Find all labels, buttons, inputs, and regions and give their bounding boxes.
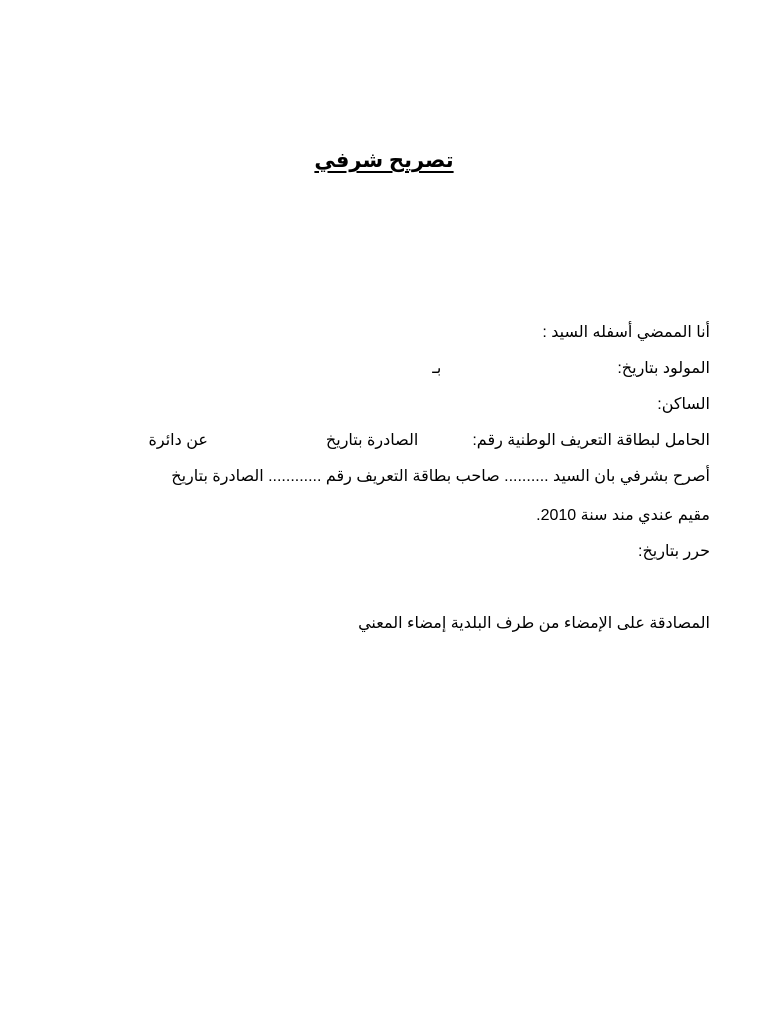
id-card-issue-date-label: الصادرة بتاريخ (325, 432, 419, 449)
birth-date-label: المولود بتاريخ: (617, 360, 710, 377)
id-card-number-label: الحامل لبطاقة التعريف الوطنية رقم: (472, 432, 710, 449)
document-title: تصريح شرفي (314, 149, 454, 172)
issued-date-line (638, 541, 710, 561)
birth-line (432, 358, 710, 378)
signatory-line (542, 322, 710, 342)
residence-line (657, 394, 710, 414)
signature-label: المصادقة على الإمضاء من طرف البلدية إمضاء المعني (358, 615, 710, 632)
id-card-line (149, 430, 710, 450)
id-card-district-label: عن دائرة (148, 432, 208, 449)
declaration-text: أصرح بشرفي بان السيد .......... صاحب بطاقة التعريف رقم ............ الصادرة بتاريخ (171, 468, 710, 485)
declaration-line (171, 466, 710, 486)
residence-since-line (536, 505, 710, 525)
residence-since-text: مقيم عندي مند سنة 2010. (536, 507, 710, 524)
signature-line (358, 613, 710, 633)
issued-date-label: حرر بتاريخ: (638, 543, 710, 560)
birth-place-label: بـ (432, 360, 442, 377)
signatory-label: أنا الممضي أسفله السيد : (542, 324, 710, 341)
residence-label: الساكن: (657, 396, 710, 413)
